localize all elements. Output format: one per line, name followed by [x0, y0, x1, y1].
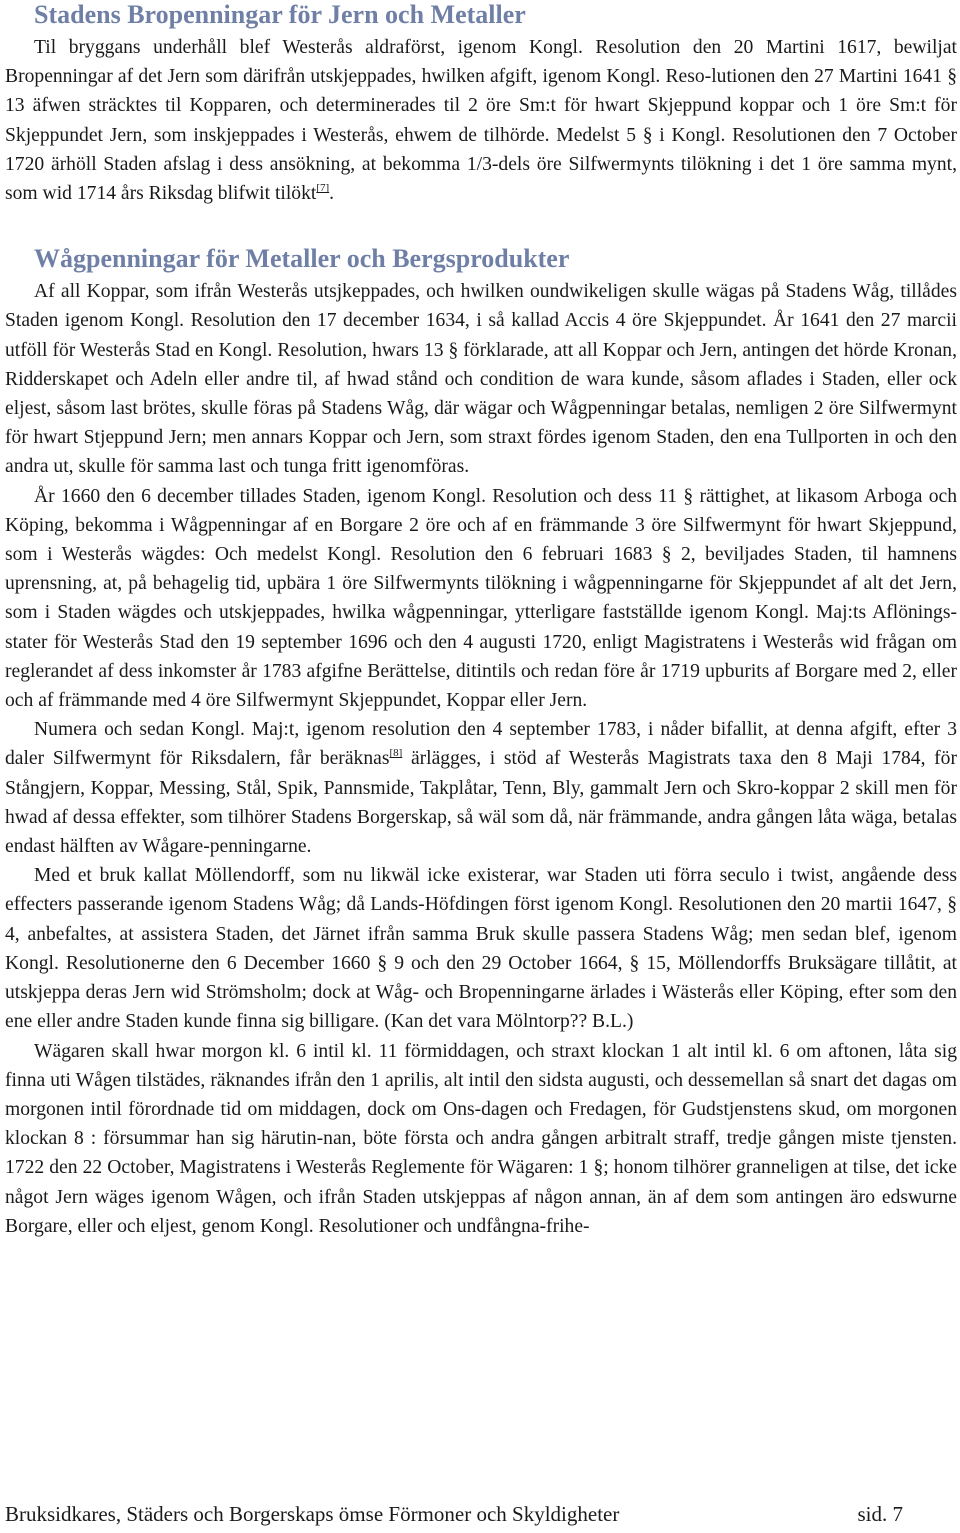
paragraph	[5, 715, 957, 861]
footer-title: Bruksidkares, Städers och Borgerskaps ömse Förmoner och Skyldigheter	[5, 1502, 620, 1526]
paragraph-text: Til bryggans underhåll blef Westerås aldraförst, igenom Kongl. Resolution den 20 Martini 1617, bewiljat Bropenningar af det Jern som därifrån utskjeppades, hwilken afgift, igenom Kongl. Reso-lutionen den 27 Martini 1641 § 13 äfwen sträcktes til Kopparen, och determinerades til 2 öre Sm:t för hwart Skjeppund koppar och 1 öre Sm:t för Skjeppundet Jern, som inskjeppades i Westerås, ehwem de tilhörde. Medelst 5 § i Kongl. Resolutionen den 7 October 1720 ärhöll Staden afslag i dess ansökning, at bekomma 1/3-dels öre Silfwermynts tilökning i det 1 öre samma mynt, som wid 1714 års Riksdag blifwit tilökt	[5, 37, 957, 205]
paragraph: År 1660 den 6 december tillades Staden, igenom Kongl. Resolution och dess 11 § rättighet, at likasom Arboga och Köping, bekomma i Wågpenningar af en Borgare 2 öre och af en främmande 3 öre Silfwermynt för hwart Skjeppund, som i Westerås wägdes: Och medelst Kongl. Resolution den 6 februari 1683 § 2, beviljades Staden, til hamnens uprensning, at, på behagelig tid, upbära 1 öre Silfwermynts tilökning i wågpenningarne för Skjeppundet af alt det Jern, som i Staden wägdes och utskjeppades, hwilka wågpenningar, ytterligare fastställde igenom Kongl. Maj:ts Aflönings-stater för Westerås Stad den 19 september 1696 och den 4 augusti 1720, enligt Magistratens i Westerås wid frågan om reglerandet af dess inkomster år 1783 afgifne Berättelse, ditintils och redan före år 1719 upburits af Borgare med 2, eller och af främmande med 4 öre Silfwermynt Skjeppundet, Koppar eller Jern.	[5, 485, 957, 712]
page-number: sid. 7	[857, 1502, 903, 1526]
paragraph: Af all Koppar, som ifrån Westerås utsjkeppades, och hwilken oundwikeligen skulle wägas på Stadens Wåg, tillådes Staden igenom Kongl. Resolution den 17 december 1634, i så kallad Accis 4 öre Skjeppundet. År 1641 den 27 marcii utföll för Westerås Stad en Kongl. Resolution, hwars 13 § förklarade, att all Koppar och Jern, antingen det hörde Kronan, Ridderskapet och Adeln eller andre til, af hwad stånd och condition de wara kunde, såsom aflades i Staden, eller ock eljest, såsom last brötes, skulle föras på Stadens Wåg, där wägar och Wågpenningar betalas, nemligen 2 öre Silfwermynt för hwart Stjeppund Jern; men annars Koppar och Jern, som straxt fördes igenom Staden, den ena Tullporten in och den andra ut, skulle för samma last och tunga fritt igenomföras.	[5, 281, 957, 478]
document-page	[5, 0, 957, 1241]
paragraph: Med et bruk kallat Möllendorff, som nu likwäl icke existerar, war Staden uti förra seculo i twist, angående dess effecters passerande igenom Stadens Wåg; då Lands-Höfdingen först igenom Kongl. Resolutionen den 20 martii 1647, § 4, anbefaltes, at assistera Staden, det Järnet ifrån samma Bruk skulle passera Stadens Wåg; men sedan blef, igenom Kongl. Resolutionerne den 6 December 1660 § 9 och den 29 October 1664, § 15, Möllendorffs Bruksägare tillåtit, at utskjeppa deras Jern wid Strömsholm; dock at Wåg- och Bropenningarne ärlades i Wästerås eller Köping, efter som den ene eller andre Staden kunde finna sig billigare. (Kan det vara Mölntorp?? B.L.)	[5, 865, 957, 1033]
section-heading-wagpenningar: Wågpenningar för Metaller och Bergsprodukter	[34, 244, 570, 274]
page-footer	[5, 1501, 903, 1527]
paragraph-text: Numera och sedan Kongl. Maj:t, igenom resolution den 4 september 1783, i nåder bifallit, at denna afgift, efter 3 daler Silfwermynt för Riksdalern, får beräknas	[5, 719, 957, 770]
paragraph	[5, 33, 957, 208]
paragraph: Wägaren skall hwar morgon kl. 6 intil kl. 11 förmiddagen, och straxt klockan 1 alt intil kl. 6 om aftonen, låta sig finna uti Wågen tilstädes, räknandes ifrån den 1 aprilis, alt intil den sidsta augusti, och dessemellan så snart det dagas om morgonen intil förordnade tid om middagen, dock om Ons-dagen och Fredagen, för Gudstjenstens skud, om morgonen klockan 8 : försummar han sig härutin-nan, böte första och andra gången arbitralt straff, tredje gången miste tjensten. 1722 den 22 October, Magistratens i Westerås Reglemente för Wägaren: 1 §; honom tilhörer granneligen at tilse, det icke något Jern wäges igenom Wågen, och ifrån Staden utskjeppas af någon annan, än af dem som antingen äro edswurne Borgare, eller och eljest, genom Kongl. Resolutioner och undfångna-frihe-	[5, 1040, 957, 1237]
section-heading-bropenningar: Stadens Bropenningar för Jern och Metaller	[34, 0, 526, 29]
paragraph-text-tail: .	[329, 183, 335, 205]
footnote-link[interactable]: [7]	[316, 182, 330, 195]
paragraph-text-tail: ärlägges, i stöd af Westerås Magistrats taxa den 8 Maji 1784, för Stångjern, Koppar, Messing, Stål, Spik, Pannsmide, Takplåtar, Tenn, Bly, gammalt Jern och Skro-koppar 2 skill men för hwad af dessa effekter, som tilhörer Stadens Borgerskap, så wäl som då, när främmande, andra gången låta wäga, betalas endast hälften av Wågare-penningarne.	[5, 748, 957, 858]
footnote-link[interactable]: [8]	[389, 747, 403, 760]
